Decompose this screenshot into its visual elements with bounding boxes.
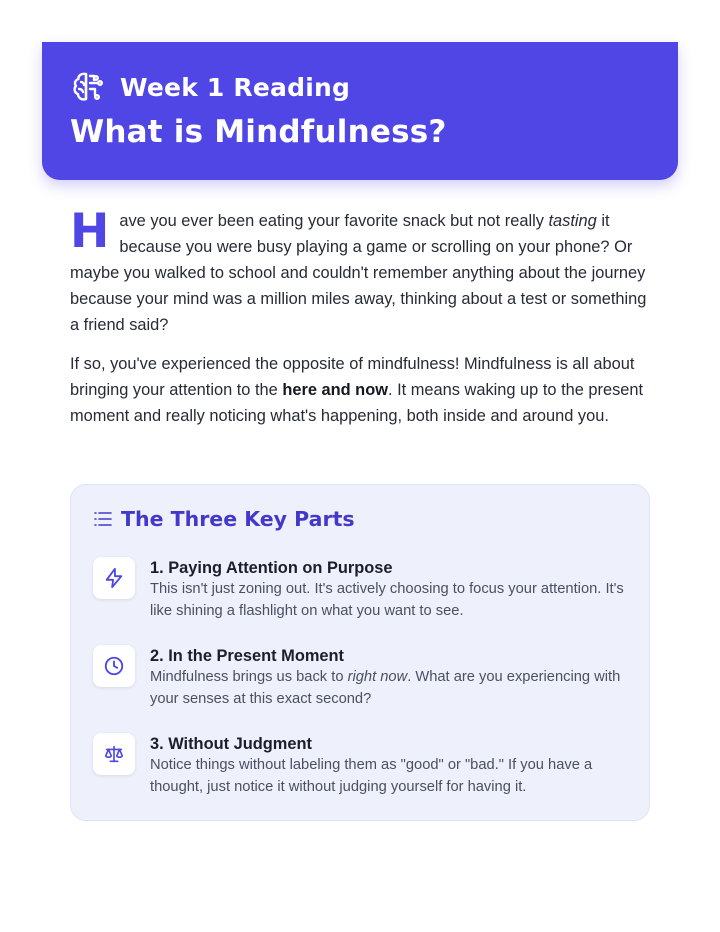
reading-eyebrow: Week 1 Reading (120, 72, 351, 102)
key-part-desc-b: . What are you experiencing with your senses at this exact second? (150, 669, 621, 707)
intro-paragraph (70, 204, 652, 338)
key-part-icon-box (93, 645, 135, 687)
intro-text-a: ave you ever been eating your favorite snack but not really (119, 212, 549, 230)
key-part-item (93, 733, 629, 798)
page-title: What is Mindfulness? (70, 114, 447, 150)
definition-text-a: If so, you've experienced the opposite of mindfulness! Mindfulness is all about bringing your attention to the (70, 355, 635, 399)
key-parts-card (70, 484, 650, 821)
list-icon (93, 509, 113, 529)
key-part-description: This isn't just zoning out. It's actively choosing to focus your attention. It's like shining a flashlight on what you want to see. (150, 581, 624, 619)
definition-text-b: . It means waking up to the present moment and really noticing what's happening, both inside and around you. (70, 381, 644, 425)
key-part-item (93, 557, 629, 622)
key-part-title: 2. In the Present Moment (150, 647, 344, 665)
key-parts-heading (93, 507, 355, 531)
definition-highlight: here and now (282, 381, 388, 399)
intro-emphasis: tasting (548, 212, 597, 230)
drop-cap: H (70, 204, 110, 259)
reading-header (42, 42, 678, 180)
reading-body (70, 204, 652, 442)
key-part-title: 1. Paying Attention on Purpose (150, 559, 393, 577)
key-parts-title: The Three Key Parts (121, 507, 355, 531)
lightning-icon (103, 567, 125, 589)
definition-paragraph (70, 351, 652, 429)
key-part-desc-a: Mindfulness brings us back to (150, 669, 348, 685)
scale-icon (103, 743, 125, 765)
header-eyebrow-row (70, 68, 650, 106)
key-part-title: 3. Without Judgment (150, 735, 312, 753)
intro-text-b: it because you were busy playing a game or scrolling on your phone? Or maybe you walked to school and couldn't remember anything about the journey because your mind was a million miles away, thinking about a test or something a friend said? (70, 212, 647, 334)
key-part-item (93, 645, 629, 710)
key-part-icon-box (93, 557, 135, 599)
key-part-icon-box (93, 733, 135, 775)
key-part-description: Notice things without labeling them as "good" or "bad." If you have a thought, just notice it without judging yourself for having it. (150, 757, 593, 795)
clock-icon (103, 655, 125, 677)
key-part-desc-emphasis: right now (347, 669, 408, 685)
brain-icon (70, 69, 106, 105)
key-part-description (150, 667, 629, 710)
